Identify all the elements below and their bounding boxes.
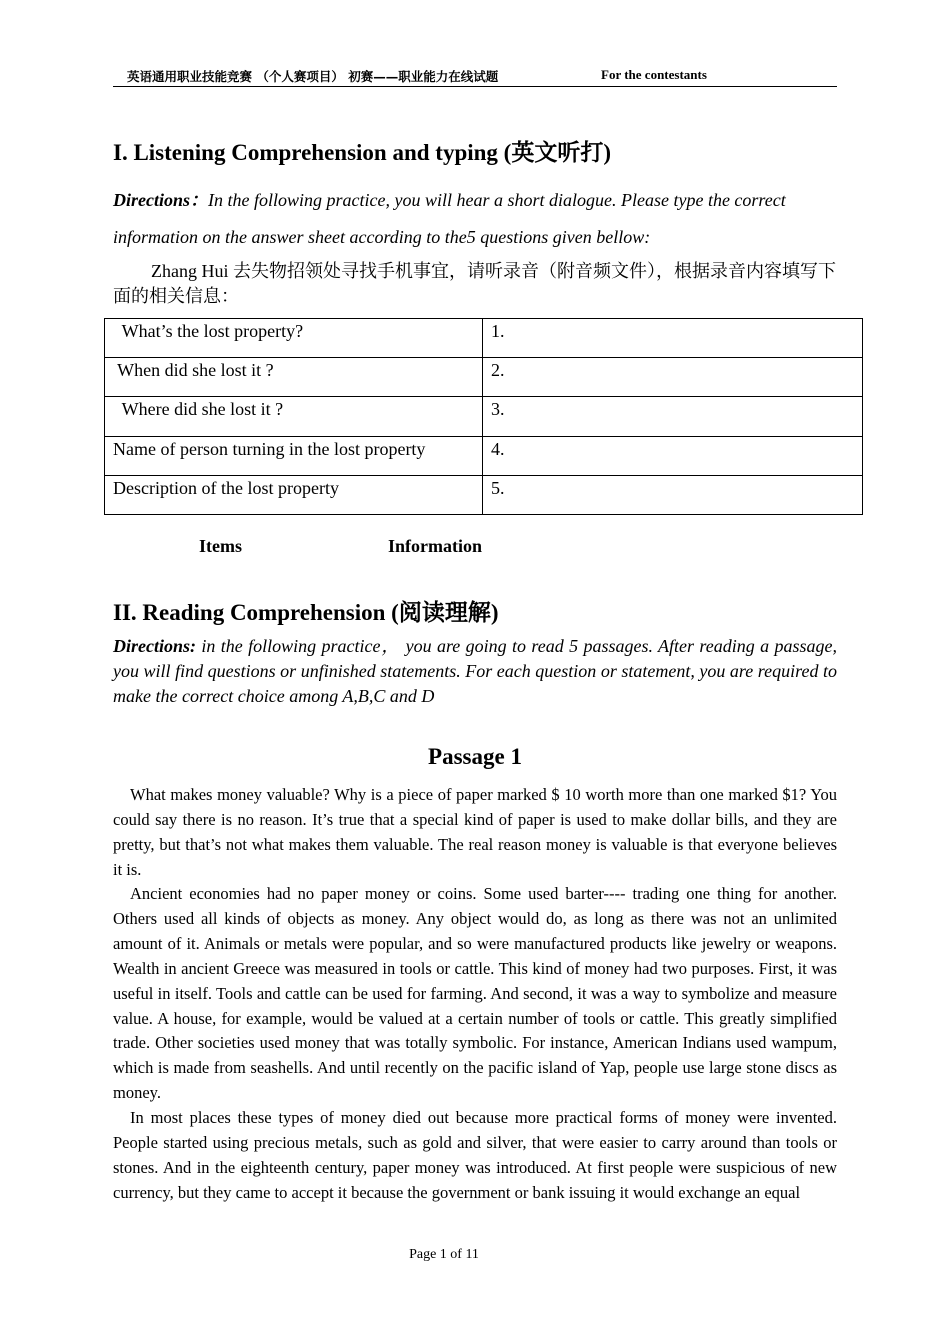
info-cell[interactable]: 4. — [483, 437, 863, 476]
table-row — [105, 358, 863, 397]
info-cell[interactable]: 3. — [483, 397, 863, 437]
directions-text: in the following practice， you are going to read 5 passages. After reading a passage, you will find questions or unfinished statements. For each question or statement, you are required to make the correct choice among A,B,C and D — [113, 636, 837, 706]
table-row — [105, 476, 863, 515]
passage-title: Passage 1 — [428, 744, 522, 769]
table-row — [105, 319, 863, 358]
info-cell[interactable]: 5. — [483, 476, 863, 515]
section1-heading: I. Listening Comprehension and typing (英文听打) — [113, 140, 611, 165]
item-cell: Description of the lost property — [105, 476, 483, 515]
page-header — [113, 66, 837, 87]
caption-items: Items — [199, 536, 242, 556]
passage-paragraph: Ancient economies had no paper money or coins. Some used barter---- trading one thing for another. Others used all kinds of objects as money. Any object would do, as long as there was not an unlimited amount of it. Animals or metals were popular, and so were manufactured products like jewelry or weapons. Wealth in ancient Greece was measured in tools or cattle. This kind of money had two purposes. First, it was useful in itself. Tools and cattle can be used for farming. And second, it was a way to symbolize and measure value. A house, for example, would be valued at a certain number of tools or cattle. This greatly simplified trade. Other societies used money that was totally symbolic. For instance, American Indians used wampum, which is made from seashells. And until recently on the pacific island of Yap, people use large stone discs as money. — [113, 884, 837, 1103]
directions-label: Directions： — [113, 190, 209, 210]
info-cell[interactable]: 2. — [483, 358, 863, 397]
directions-line1: In the following practice, you will hear a short dialogue. Please type the correct — [208, 190, 786, 210]
table-row — [105, 397, 863, 437]
header-audience: For the contestants — [601, 67, 707, 82]
section1-intro: Zhang Hui 去失物招领处寻找手机事宜，请听录音（附音频文件），根据录音内容填写下面的相关信息： — [113, 261, 836, 306]
caption-information: Information — [388, 536, 482, 556]
answer-table — [104, 318, 863, 515]
info-cell[interactable]: 1. — [483, 319, 863, 358]
item-cell: Name of person turning in the lost property — [105, 437, 483, 476]
table-row — [105, 437, 863, 476]
item-cell: What’s the lost property? — [105, 319, 483, 358]
item-cell: When did she lost it ? — [105, 358, 483, 397]
page-footer: Page 1 of 11 — [409, 1247, 479, 1262]
passage-paragraph: What makes money valuable? Why is a piece of paper marked $ 10 worth more than one marked $1? You could say there is no reason. It’s true that a special kind of paper is used to make dollar bills, and they are pretty, but that’s not what makes them valuable. The real reason money is valuable is that everyone believes it is. — [113, 785, 837, 879]
item-cell: Where did she lost it ? — [105, 397, 483, 437]
section2-heading: II. Reading Comprehension (阅读理解) — [113, 600, 499, 625]
section2-directions — [113, 634, 837, 709]
passage-paragraph: In most places these types of money died out because more practical forms of money were invented. People started using precious metals, such as gold and silver, that were easier to carry around than tools or stones. And in the eighteenth century, paper money was introduced. At first people were suspicious of new currency, but they came to accept it because the government or bank issuing it would exchange an equal — [113, 1108, 837, 1202]
section1-directions-line2: information on the answer sheet according to the5 questions given bellow: — [113, 227, 651, 247]
section1-directions — [113, 186, 837, 214]
header-title: 英语通用职业技能竞赛 （个人赛项目） 初赛——职业能力在线试题 — [127, 69, 499, 84]
directions-label: Directions: — [113, 636, 196, 656]
